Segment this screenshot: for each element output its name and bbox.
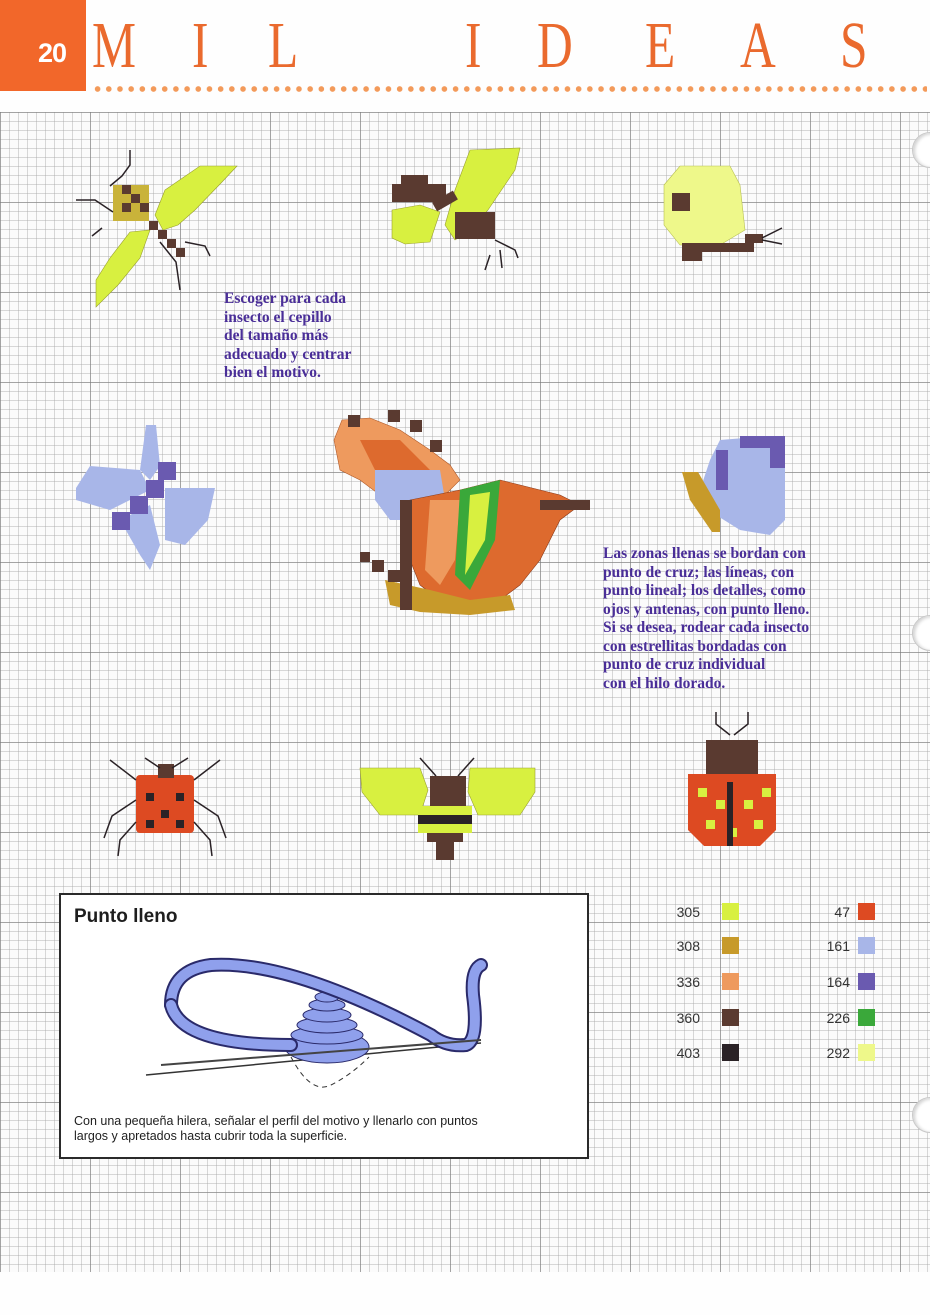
- stitch-description-line: Con una pequeña hilera, señalar el perfil del motivo y llenarlo con puntos: [74, 1114, 478, 1128]
- satin-stitch-illustration: [141, 935, 501, 1105]
- thread-swatch: [858, 1044, 875, 1061]
- thread-code: 161: [826, 938, 850, 954]
- legend-item: [660, 902, 750, 922]
- thread-code: 226: [826, 1010, 850, 1026]
- caption-line: Las zonas llenas se bordan con: [603, 545, 806, 562]
- legend-item: [660, 972, 750, 992]
- instruction-caption-top: [224, 290, 424, 383]
- wasp-motif: [392, 148, 520, 270]
- legend-item: [810, 1043, 900, 1063]
- thread-swatch: [858, 1009, 875, 1026]
- caption-line: punto de cruz; las líneas, con: [603, 563, 795, 581]
- caption-line: con estrellitas bordadas con: [603, 637, 787, 655]
- thread-code: 403: [676, 1045, 700, 1061]
- lilac-dragonfly-motif: [76, 425, 215, 570]
- title-letter: E: [645, 9, 676, 82]
- legend-item: [810, 972, 900, 992]
- small-butterfly-motif: [664, 166, 782, 261]
- stitch-description-line: largos y apretados hasta cubrir toda la superficie.: [74, 1129, 348, 1143]
- title-letter: I: [465, 9, 482, 82]
- thread-code: 164: [826, 974, 850, 990]
- thread-code: 308: [676, 938, 700, 954]
- stitch-title: Punto lleno: [74, 906, 178, 927]
- thread-code: 292: [826, 1045, 850, 1061]
- page-number: 20: [38, 38, 67, 68]
- caption-line: insecto el cepillo: [224, 308, 332, 326]
- caption-line: punto lineal; los detalles, como: [603, 582, 806, 599]
- thread-swatch: [722, 1009, 739, 1026]
- legend-item: [810, 1008, 900, 1028]
- instruction-caption-right: [603, 545, 903, 693]
- thread-color-legend: [660, 898, 900, 1078]
- title-letter: I: [192, 9, 209, 82]
- legend-item: [660, 936, 750, 956]
- ladybird-outline-motif: [104, 758, 226, 856]
- legend-item: [660, 1043, 750, 1063]
- title-letter: D: [537, 9, 573, 82]
- caption-line: con el hilo dorado.: [603, 674, 726, 692]
- ladybird-motif: [688, 712, 776, 846]
- caption-line: Escoger para cada: [224, 290, 346, 307]
- lilac-butterfly-motif: [682, 436, 785, 535]
- thread-code: 47: [834, 904, 850, 920]
- thread-swatch: [722, 903, 739, 920]
- caption-line: adecuado y centrar: [224, 345, 352, 363]
- title-letter: M: [92, 9, 137, 82]
- thread-swatch: [722, 937, 739, 954]
- bee-motif: [360, 758, 535, 860]
- stitch-technique-box: [59, 893, 589, 1159]
- caption-line: bien el motivo.: [224, 364, 321, 381]
- thread-swatch: [722, 973, 739, 990]
- thread-swatch: [722, 1044, 739, 1061]
- thread-code: 305: [676, 904, 700, 920]
- stitch-description: [74, 1114, 574, 1144]
- dragonfly-motif: [76, 150, 237, 307]
- thread-code: 336: [676, 974, 700, 990]
- legend-item: [660, 1008, 750, 1028]
- thread-swatch: [858, 973, 875, 990]
- large-butterfly-motif: [334, 410, 590, 615]
- caption-line: Si se desea, rodear cada insecto: [603, 619, 810, 636]
- title-letter: A: [740, 9, 776, 82]
- title-letter: S: [840, 9, 868, 82]
- caption-line: del tamaño más: [224, 327, 329, 344]
- thread-swatch: [858, 937, 875, 954]
- thread-swatch: [858, 903, 875, 920]
- thread-code: 360: [676, 1010, 700, 1026]
- caption-line: punto de cruz individual: [603, 656, 766, 673]
- title-letter: L: [268, 9, 299, 82]
- caption-line: ojos y antenas, con punto lleno.: [603, 600, 810, 618]
- legend-item: [810, 936, 900, 956]
- legend-item: [810, 902, 900, 922]
